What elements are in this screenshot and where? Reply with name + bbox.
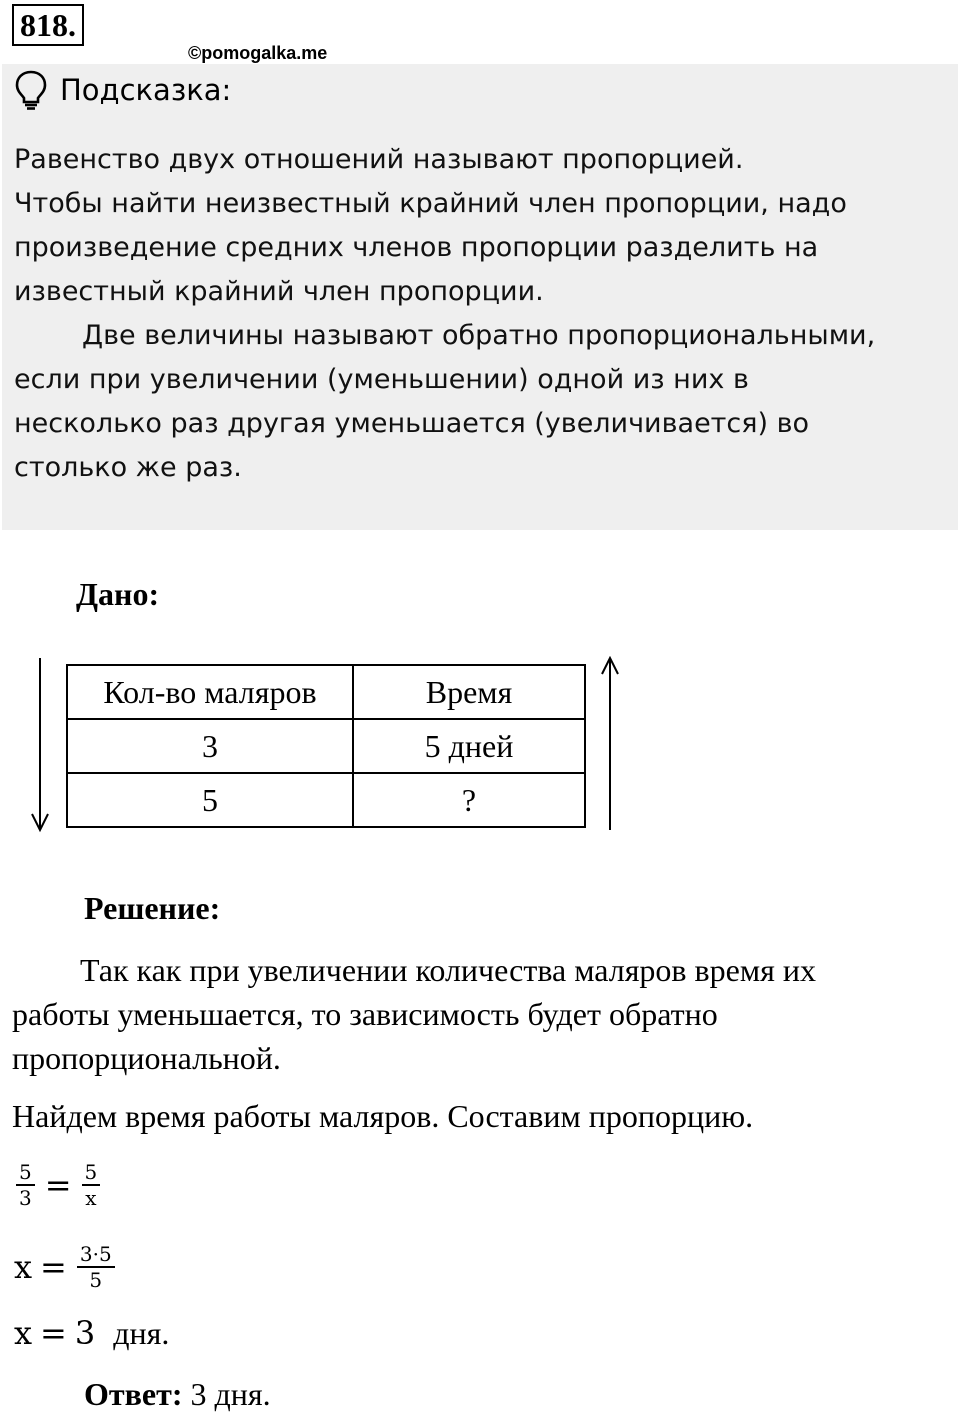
variable: x (14, 1248, 33, 1286)
solution-line: Так как при увеличении количества маляров время их (80, 952, 816, 988)
denominator: 5 (89, 1268, 103, 1292)
table-header-cell: Время (353, 665, 585, 719)
equation-x-result (14, 1314, 169, 1352)
table-row (67, 773, 585, 827)
numerator: 3·5 (77, 1242, 115, 1268)
hint-header (14, 70, 231, 110)
numerator: 5 (82, 1160, 101, 1186)
arrow-down-icon (28, 656, 52, 834)
fraction (77, 1242, 115, 1292)
equals-sign: = (44, 1166, 72, 1204)
hint-line: произведение средних членов пропорции разделить на (14, 232, 819, 263)
table-header-row (67, 665, 585, 719)
result-value: 3 (74, 1314, 96, 1352)
given-table (66, 664, 586, 828)
watermark: ©pomogalka.me (188, 43, 328, 63)
equals-sign: = (40, 1314, 67, 1352)
numerator: 5 (16, 1160, 35, 1186)
solution-step: Найдем время работы маляров. Составим пропорцию. (12, 1098, 754, 1134)
equation-x-expression (14, 1242, 117, 1292)
hint-line: Две величины называют обратно пропорциональными, (82, 320, 876, 351)
table-cell: ? (353, 773, 585, 827)
answer (84, 1376, 271, 1413)
fraction (82, 1160, 101, 1210)
table-cell: 5 дней (353, 719, 585, 773)
equation-proportion (14, 1160, 102, 1210)
hint-text (14, 138, 944, 490)
lightbulb-icon (14, 70, 48, 110)
solution-label: Решение: (84, 890, 221, 926)
solution-line: работы уменьшается, то зависимость будет обратно (12, 996, 718, 1032)
denominator: 3 (19, 1186, 32, 1210)
answer-label: Ответ: (84, 1376, 183, 1412)
table-cell: 5 (67, 773, 353, 827)
solution-line: пропорциональной. (12, 1040, 281, 1076)
hint-line: Равенство двух отношений называют пропорцией. (14, 144, 744, 175)
denominator: x (85, 1186, 97, 1210)
solution-text (12, 948, 942, 1080)
hint-title: Подсказка: (60, 73, 232, 107)
given-label: Дано: (76, 576, 160, 612)
table-row (67, 719, 585, 773)
table-cell: 3 (67, 719, 353, 773)
hint-line: известный крайний член пропорции. (14, 276, 544, 307)
hint-line: если при увеличении (уменьшении) одной из них в (14, 364, 749, 395)
variable: x (14, 1314, 33, 1352)
answer-value: 3 дня. (190, 1376, 271, 1412)
fraction (16, 1160, 35, 1210)
hint-line: столько же раз. (14, 452, 242, 483)
equals-sign: = (40, 1248, 67, 1286)
problem-number: 818. (12, 4, 84, 46)
hint-line: Чтобы найти неизвестный крайний член пропорции, надо (14, 188, 847, 219)
arrow-up-icon (598, 656, 622, 834)
table-header-cell: Кол-во маляров (67, 665, 353, 719)
hint-line: несколько раз другая уменьшается (увеличивается) во (14, 408, 810, 439)
result-unit: дня. (113, 1314, 170, 1351)
